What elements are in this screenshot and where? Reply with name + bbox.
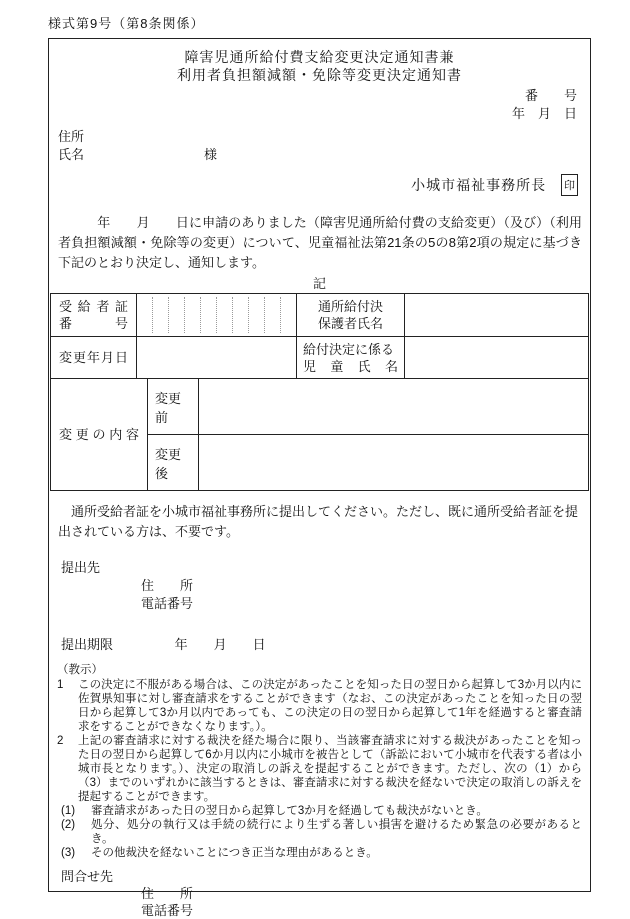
name-label: 氏名: [58, 147, 85, 162]
deadline-date-label: 年 月 日: [174, 637, 266, 652]
document-date-label: 年 月 日: [511, 106, 577, 121]
honorific-label: 様: [204, 147, 218, 162]
before-change-label: 変更前: [148, 379, 199, 434]
issuer-line: [49, 174, 590, 196]
after-change-row: [148, 434, 588, 490]
address-label: 住所: [58, 129, 85, 144]
document-border-box: [48, 38, 591, 918]
guardian-name-label: 通所給付決 保護者氏名: [297, 294, 405, 336]
change-content-right: [148, 379, 588, 490]
table-row-change-content: [51, 378, 588, 490]
table-row-change-date: [51, 336, 588, 378]
ki-heading: 記: [312, 276, 326, 291]
before-change-row: [148, 379, 588, 434]
change-date-label: 変 更 年 月 日: [51, 337, 137, 378]
digit-box: [265, 297, 281, 333]
contact-address-label: 住 所: [141, 886, 194, 901]
table-row-recipient: [51, 294, 588, 336]
appeal-item-1: [57, 678, 582, 734]
submit-to-address-label: 住 所: [141, 578, 194, 593]
after-change-label: 変更後: [148, 435, 199, 490]
guardian-name-cell: [405, 294, 588, 336]
after-change-cell: [199, 435, 588, 490]
digit-box: [153, 297, 169, 333]
appeal-item-1-number: 1: [57, 679, 64, 691]
decision-table: [50, 293, 589, 491]
digit-box: [249, 297, 265, 333]
appeal-item-2: [57, 734, 582, 804]
digit-box: [233, 297, 249, 333]
child-name-label: 給付決定に係る 児 童 氏 名: [297, 337, 405, 378]
child-name-cell: [405, 337, 588, 378]
digit-box: [217, 297, 233, 333]
contact-details: [141, 885, 590, 919]
document-title-line1: 障害児通所給付費支給変更決定通知書兼: [184, 49, 455, 65]
change-date-cell: [137, 337, 297, 378]
appeal-item-2-text: 上記の審査請求に対する裁決を経た場合に限り、当該審査請求に対する裁決があったことを知った日の翌日から起算して6か月以内に小城市を被告として（訴訟において小城市を代表する者は小城市長となります。）、決定の取消しの訴えを提起することができます。ただし、次の（1）から（3）までのいずれかに該当するときは、審査請求に対する裁決を経ないで決定の取消しの訴えを提起することができます。: [78, 735, 582, 803]
change-content-label: 変 更 の 内 容: [51, 379, 148, 490]
submission-note: 通所受給者証を小城市福祉事務所に提出してください。ただし、既に通所受給者証を提出されている方は、不要です。: [58, 504, 579, 539]
appeal-subitem-2: (2) 処分、処分の執行又は手続の続行により生ずる著しい損害を避けるため緊急の必要があるとき。: [61, 819, 582, 845]
submit-to-label: 提出先: [61, 560, 101, 575]
appeal-item-1-text: この決定に不服がある場合は、この決定があったことを知った日の翌日から起算して3か月以内に佐賀県知事に対し審査請求をすることができます（なお、この決定があったことを知った日の翌日から起算して3か月以内であっても、この決定の日の翌日から起算して1年を経過すると審査請求をすることができなくなります。）。: [78, 679, 582, 733]
contact-label: 問合せ先: [61, 869, 114, 884]
digit-box: [281, 297, 296, 333]
appeal-item-2-number: 2: [57, 735, 64, 747]
deadline-label: 提出期限: [61, 637, 114, 652]
appeal-subitem-3: (3) その他裁決を経ないことにつき正当な理由があるとき。: [61, 847, 378, 859]
contact-phone-label: 電話番号: [141, 903, 194, 918]
contact-block: [61, 868, 590, 919]
digit-box: [137, 297, 153, 333]
form-number-label: 様式第9号（第8条関係）: [48, 16, 205, 31]
issuer-title: 小城市福祉事務所長: [411, 177, 547, 193]
appeal-subitem-1: (1) 審査請求があった日の翌日から起算して3か月を経過しても裁決がないとき。: [61, 805, 488, 817]
document-title: [49, 48, 590, 84]
appeal-heading: （教示）: [57, 664, 103, 676]
seal-mark: 印: [561, 174, 578, 196]
submit-to-phone-label: 電話番号: [141, 596, 194, 611]
name-row: [58, 146, 590, 164]
digit-box: [201, 297, 217, 333]
deadline-line: [61, 634, 590, 653]
digit-box: [185, 297, 201, 333]
submit-to-block: [61, 559, 590, 613]
recipient-cert-number-label: 受 給 者 証 番 号: [51, 294, 137, 336]
document-number-block: [49, 87, 590, 123]
main-paragraph: 年 月 日に申請のありました（障害児通所給付費の支給変更）（及び）（利用者負担額減額・免除等の変更）について、児童福祉法第21条の5の8第2項の規定に基づき下記のとおり決定し、通知します。: [58, 215, 582, 270]
submit-to-details: [141, 577, 590, 613]
before-change-cell: [199, 379, 588, 434]
recipient-cert-number-cell: [137, 294, 297, 336]
appeal-instructions: [57, 663, 582, 860]
document-number-label: 番 号: [524, 88, 577, 103]
digit-box: [169, 297, 185, 333]
document-title-line2: 利用者負担額減額・免除等変更決定通知書: [177, 67, 462, 83]
addressee-block: [58, 128, 590, 164]
